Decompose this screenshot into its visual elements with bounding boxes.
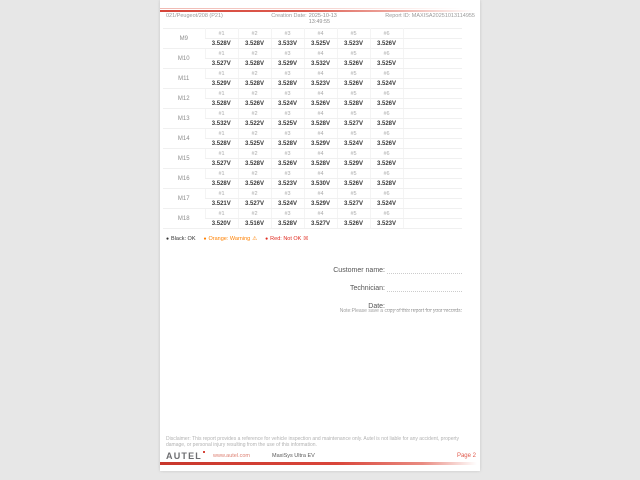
- cell-voltage-value: 3.528V: [370, 179, 403, 189]
- cell-index-label: #4: [304, 169, 337, 179]
- cell-voltage-value: 3.526V: [337, 219, 370, 229]
- cell-index-row: [163, 109, 462, 119]
- empty-cell: [403, 69, 462, 79]
- cell-index-label: #5: [337, 209, 370, 219]
- cell-index-label: #3: [271, 49, 304, 59]
- module-name: M12: [163, 89, 205, 109]
- cell-voltage-value: 3.528V: [370, 119, 403, 129]
- cell-index-label: #4: [304, 89, 337, 99]
- red-dot-icon: ●: [265, 236, 269, 242]
- cell-voltage-value: 3.526V: [370, 99, 403, 109]
- cell-index-label: #4: [304, 29, 337, 39]
- cell-index-label: #3: [271, 29, 304, 39]
- cell-voltage-value: 3.528V: [304, 159, 337, 169]
- date-label: Date:: [368, 303, 385, 310]
- records-note: Note:Please save a copy of this report for your records.: [339, 308, 462, 314]
- cell-index-label: #1: [205, 189, 238, 199]
- cell-voltage-row: [163, 179, 462, 189]
- cell-voltage-value: 3.524V: [337, 139, 370, 149]
- cell-voltage-value: 3.528V: [205, 39, 238, 49]
- creation-date-block: [271, 13, 337, 25]
- cell-voltage-value: 3.523V: [271, 179, 304, 189]
- cell-index-label: #4: [304, 149, 337, 159]
- cell-voltage-value: 3.526V: [238, 179, 271, 189]
- cell-voltage-row: [163, 159, 462, 169]
- cell-index-label: #1: [205, 89, 238, 99]
- cell-voltage-value: 3.528V: [205, 99, 238, 109]
- autel-logo-text: AUTEL: [166, 451, 202, 461]
- cell-voltage-value: 3.525V: [370, 59, 403, 69]
- cell-voltage-value: 3.529V: [337, 159, 370, 169]
- top-accent-bar-light: [160, 8, 480, 9]
- cell-voltage-value: 3.527V: [205, 159, 238, 169]
- creation-time: 13:49:55: [308, 19, 331, 25]
- cell-index-label: #4: [304, 109, 337, 119]
- module-name: M15: [163, 149, 205, 169]
- cell-voltage-value: 3.526V: [370, 139, 403, 149]
- cell-voltage-value: 3.528V: [238, 59, 271, 69]
- cell-index-label: #1: [205, 49, 238, 59]
- cell-index-label: #5: [337, 89, 370, 99]
- cell-voltage-value: 3.526V: [337, 59, 370, 69]
- cell-index-label: #5: [337, 189, 370, 199]
- cell-index-label: #3: [271, 209, 304, 219]
- cell-voltage-value: 3.528V: [205, 139, 238, 149]
- cell-index-label: #5: [337, 69, 370, 79]
- cell-index-label: #4: [304, 189, 337, 199]
- cell-voltage-row: [163, 39, 462, 49]
- empty-cell: [403, 109, 462, 119]
- cell-index-label: #4: [304, 69, 337, 79]
- cell-index-label: #2: [238, 189, 271, 199]
- report-id-block: [385, 13, 475, 19]
- cell-index-label: #5: [337, 109, 370, 119]
- empty-cell: [403, 189, 462, 199]
- cell-voltage-row: [163, 219, 462, 229]
- cell-index-label: #3: [271, 69, 304, 79]
- empty-cell: [403, 49, 462, 59]
- cell-voltage-value: 3.525V: [238, 139, 271, 149]
- cell-voltage-value: 3.528V: [304, 119, 337, 129]
- empty-cell: [403, 119, 462, 129]
- module-name: M10: [163, 49, 205, 69]
- cell-index-label: #3: [271, 149, 304, 159]
- empty-cell: [403, 129, 462, 139]
- autel-logo: [166, 451, 205, 461]
- cell-voltage-value: 3.526V: [337, 179, 370, 189]
- empty-cell: [403, 89, 462, 99]
- cell-index-label: #4: [304, 129, 337, 139]
- cell-voltage-value: 3.528V: [238, 159, 271, 169]
- cell-index-label: #2: [238, 209, 271, 219]
- legend-item-ok: [166, 236, 195, 242]
- module-name: M16: [163, 169, 205, 189]
- cell-index-label: #1: [205, 209, 238, 219]
- cell-index-label: #6: [370, 29, 403, 39]
- empty-cell: [403, 139, 462, 149]
- cell-index-label: #6: [370, 149, 403, 159]
- empty-cell: [403, 159, 462, 169]
- cell-voltage-value: 3.523V: [304, 79, 337, 89]
- module-name: M13: [163, 109, 205, 129]
- cell-index-label: #1: [205, 29, 238, 39]
- cell-voltage-value: 3.526V: [271, 159, 304, 169]
- cell-voltage-value: 3.533V: [271, 39, 304, 49]
- cell-voltage-value: 3.526V: [238, 99, 271, 109]
- orange-dot-icon: ●: [203, 236, 207, 242]
- cell-voltage-value: 3.532V: [205, 119, 238, 129]
- legend-label: Orange: Warning: [208, 236, 251, 242]
- cell-voltage-value: 3.526V: [370, 39, 403, 49]
- empty-cell: [403, 149, 462, 159]
- cell-index-label: #1: [205, 109, 238, 119]
- cell-voltage-value: 3.521V: [205, 199, 238, 209]
- cell-index-label: #3: [271, 189, 304, 199]
- signature-form: [292, 256, 462, 310]
- module-name: M9: [163, 29, 205, 49]
- cell-voltage-value: 3.526V: [370, 159, 403, 169]
- cell-index-label: #4: [304, 209, 337, 219]
- cell-index-label: #2: [238, 49, 271, 59]
- warning-triangle-icon: ⚠: [252, 236, 258, 242]
- cell-voltage-value: 3.530V: [304, 179, 337, 189]
- report-id-label: Report ID:: [385, 13, 411, 19]
- cell-voltage-value: 3.523V: [337, 39, 370, 49]
- cell-index-row: [163, 129, 462, 139]
- cell-index-label: #2: [238, 129, 271, 139]
- cell-voltage-value: 3.524V: [370, 79, 403, 89]
- cell-index-label: #1: [205, 169, 238, 179]
- cell-index-label: #6: [370, 169, 403, 179]
- module-name: M17: [163, 189, 205, 209]
- cell-voltage-value: 3.526V: [304, 99, 337, 109]
- cell-index-label: #3: [271, 89, 304, 99]
- cell-index-label: #5: [337, 149, 370, 159]
- empty-cell: [403, 59, 462, 69]
- cell-voltage-value: 3.529V: [304, 139, 337, 149]
- autel-logo-accent-icon: [203, 451, 205, 453]
- empty-cell: [403, 99, 462, 109]
- cell-voltage-value: 3.528V: [271, 219, 304, 229]
- legend-item-warning: [203, 236, 257, 242]
- cell-voltage-row: [163, 119, 462, 129]
- cell-voltage-value: 3.522V: [238, 119, 271, 129]
- cell-index-label: #6: [370, 49, 403, 59]
- technician-label: Technician:: [349, 285, 385, 292]
- cell-index-label: #2: [238, 29, 271, 39]
- black-dot-icon: ●: [166, 236, 170, 242]
- cell-index-row: [163, 49, 462, 59]
- cell-index-label: #3: [271, 109, 304, 119]
- not-ok-icon: ☒: [303, 236, 309, 242]
- cell-voltage-value: 3.527V: [337, 199, 370, 209]
- cell-index-row: [163, 209, 462, 219]
- report-page: [160, 0, 480, 471]
- empty-cell: [403, 209, 462, 219]
- cell-voltage-value: 3.524V: [271, 199, 304, 209]
- cell-voltage-value: 3.528V: [271, 139, 304, 149]
- bottom-accent-bar: [160, 462, 480, 465]
- status-legend: [166, 236, 308, 242]
- cell-index-label: #2: [238, 109, 271, 119]
- cell-voltage-row: [163, 99, 462, 109]
- creation-date: 2025-10-13: [308, 13, 337, 19]
- cell-voltage-row: [163, 139, 462, 149]
- voltage-table-body: [163, 29, 462, 229]
- cell-voltage-value: 3.529V: [304, 199, 337, 209]
- cell-index-row: [163, 149, 462, 159]
- cell-index-label: #5: [337, 169, 370, 179]
- module-name: M18: [163, 209, 205, 229]
- module-name: M14: [163, 129, 205, 149]
- footer-brand-row: [166, 450, 476, 462]
- cell-voltage-value: 3.524V: [271, 99, 304, 109]
- empty-cell: [403, 169, 462, 179]
- cell-voltage-value: 3.528V: [205, 179, 238, 189]
- cell-index-label: #2: [238, 89, 271, 99]
- cell-voltage-value: 3.525V: [304, 39, 337, 49]
- cell-voltage-value: 3.529V: [205, 79, 238, 89]
- cell-voltage-value: 3.520V: [205, 219, 238, 229]
- cell-voltage-table: [163, 28, 462, 229]
- technician-fill-line: [387, 284, 462, 292]
- page-number: Page 2: [456, 453, 476, 459]
- cell-index-label: #2: [238, 169, 271, 179]
- cell-index-label: #1: [205, 129, 238, 139]
- empty-cell: [403, 199, 462, 209]
- cell-index-label: #5: [337, 49, 370, 59]
- legend-label: Red: Not OK: [270, 236, 302, 242]
- cell-index-row: [163, 189, 462, 199]
- cell-voltage-value: 3.526V: [337, 79, 370, 89]
- cell-voltage-value: 3.527V: [205, 59, 238, 69]
- form-field-customer-name: [292, 256, 462, 274]
- cell-voltage-value: 3.523V: [370, 219, 403, 229]
- cell-index-label: #3: [271, 169, 304, 179]
- cell-index-row: [163, 89, 462, 99]
- cell-index-label: #2: [238, 149, 271, 159]
- cell-index-label: #6: [370, 209, 403, 219]
- customer-name-label: Customer name:: [333, 267, 385, 274]
- empty-cell: [403, 179, 462, 189]
- cell-voltage-row: [163, 79, 462, 89]
- module-name: M11: [163, 69, 205, 89]
- creation-date-label: Creation Date:: [271, 13, 307, 19]
- cell-index-label: #5: [337, 129, 370, 139]
- product-name: MaxiSys Ultra EV: [272, 453, 315, 459]
- report-id-value: MAXISA20251013114955: [411, 13, 475, 19]
- website-text: www.autel.com: [213, 453, 250, 459]
- cell-voltage-row: [163, 59, 462, 69]
- cell-index-label: #6: [370, 189, 403, 199]
- empty-cell: [403, 39, 462, 49]
- cell-voltage-value: 3.527V: [337, 119, 370, 129]
- cell-voltage-value: 3.524V: [370, 199, 403, 209]
- report-header: [166, 13, 475, 25]
- legend-label: Black: OK: [171, 236, 196, 242]
- empty-cell: [403, 29, 462, 39]
- cell-index-label: #3: [271, 129, 304, 139]
- cell-index-label: #6: [370, 109, 403, 119]
- cell-index-label: #4: [304, 49, 337, 59]
- cell-voltage-value: 3.528V: [337, 99, 370, 109]
- cell-index-row: [163, 69, 462, 79]
- customer-name-fill-line: [387, 266, 462, 274]
- cell-voltage-value: 3.525V: [271, 119, 304, 129]
- cell-voltage-value: 3.528V: [271, 79, 304, 89]
- cell-index-row: [163, 29, 462, 39]
- creation-date-value: [309, 13, 337, 25]
- cell-index-label: #2: [238, 69, 271, 79]
- cell-index-label: #6: [370, 129, 403, 139]
- top-accent-bar: [160, 10, 480, 12]
- disclaimer-text: Disclaimer: This report provides a reference for vehicle inspection and maintenance only. Autel is not liable for any accident, property damage, or personal injury resulting from the use of this information.: [166, 436, 460, 448]
- cell-index-label: #1: [205, 149, 238, 159]
- cell-voltage-value: 3.529V: [271, 59, 304, 69]
- cell-voltage-row: [163, 199, 462, 209]
- cell-voltage-value: 3.527V: [304, 219, 337, 229]
- cell-index-label: #6: [370, 69, 403, 79]
- cell-index-label: #5: [337, 29, 370, 39]
- cell-voltage-value: 3.528V: [238, 79, 271, 89]
- cell-voltage-value: 3.516V: [238, 219, 271, 229]
- cell-index-row: [163, 169, 462, 179]
- cell-voltage-value: 3.528V: [238, 39, 271, 49]
- cell-index-label: #1: [205, 69, 238, 79]
- vehicle-info: 021/Peugeot/208 (P21): [166, 13, 223, 19]
- empty-cell: [403, 79, 462, 89]
- empty-cell: [403, 219, 462, 229]
- cell-voltage-value: 3.532V: [304, 59, 337, 69]
- cell-voltage-value: 3.527V: [238, 199, 271, 209]
- form-field-technician: [292, 274, 462, 292]
- cell-index-label: #6: [370, 89, 403, 99]
- legend-item-not-ok: [265, 236, 308, 242]
